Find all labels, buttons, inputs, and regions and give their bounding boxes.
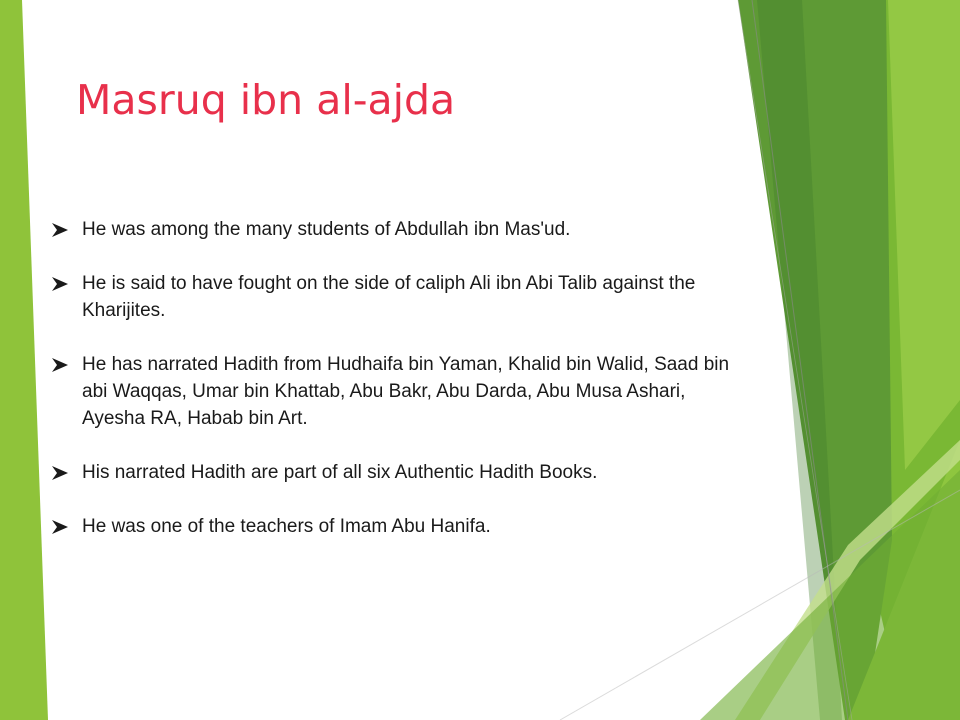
bullet-item — [52, 216, 752, 243]
bullet-text: He is said to have fought on the side of caliph Ali ibn Abi Talib against the Kharijites. — [82, 273, 696, 321]
bullet-list — [52, 216, 752, 567]
arrowhead-bullet-icon — [52, 223, 68, 237]
arrowhead-bullet-icon — [52, 466, 68, 480]
arrowhead-bullet-icon — [52, 520, 68, 534]
bullet-item — [52, 270, 752, 324]
bullet-text: He was among the many students of Abdullah ibn Mas'ud. — [82, 219, 571, 240]
bullet-item — [52, 351, 752, 432]
bullet-item — [52, 459, 752, 486]
slide-title: Masruq ibn al-ajda — [76, 76, 456, 124]
bullet-text: He was one of the teachers of Imam Abu Hanifa. — [82, 516, 491, 537]
arrowhead-bullet-icon — [52, 277, 68, 291]
bullet-text: He has narrated Hadith from Hudhaifa bin Yaman, Khalid bin Walid, Saad bin abi Waqqas, Umar bin Khattab, Abu Bakr, Abu Darda, Abu Musa Ashari, Ayesha RA, Habab bin Art. — [82, 354, 730, 429]
bullet-text: His narrated Hadith are part of all six Authentic Hadith Books. — [82, 462, 598, 483]
arrowhead-bullet-icon — [52, 358, 68, 372]
bullet-item — [52, 513, 752, 540]
